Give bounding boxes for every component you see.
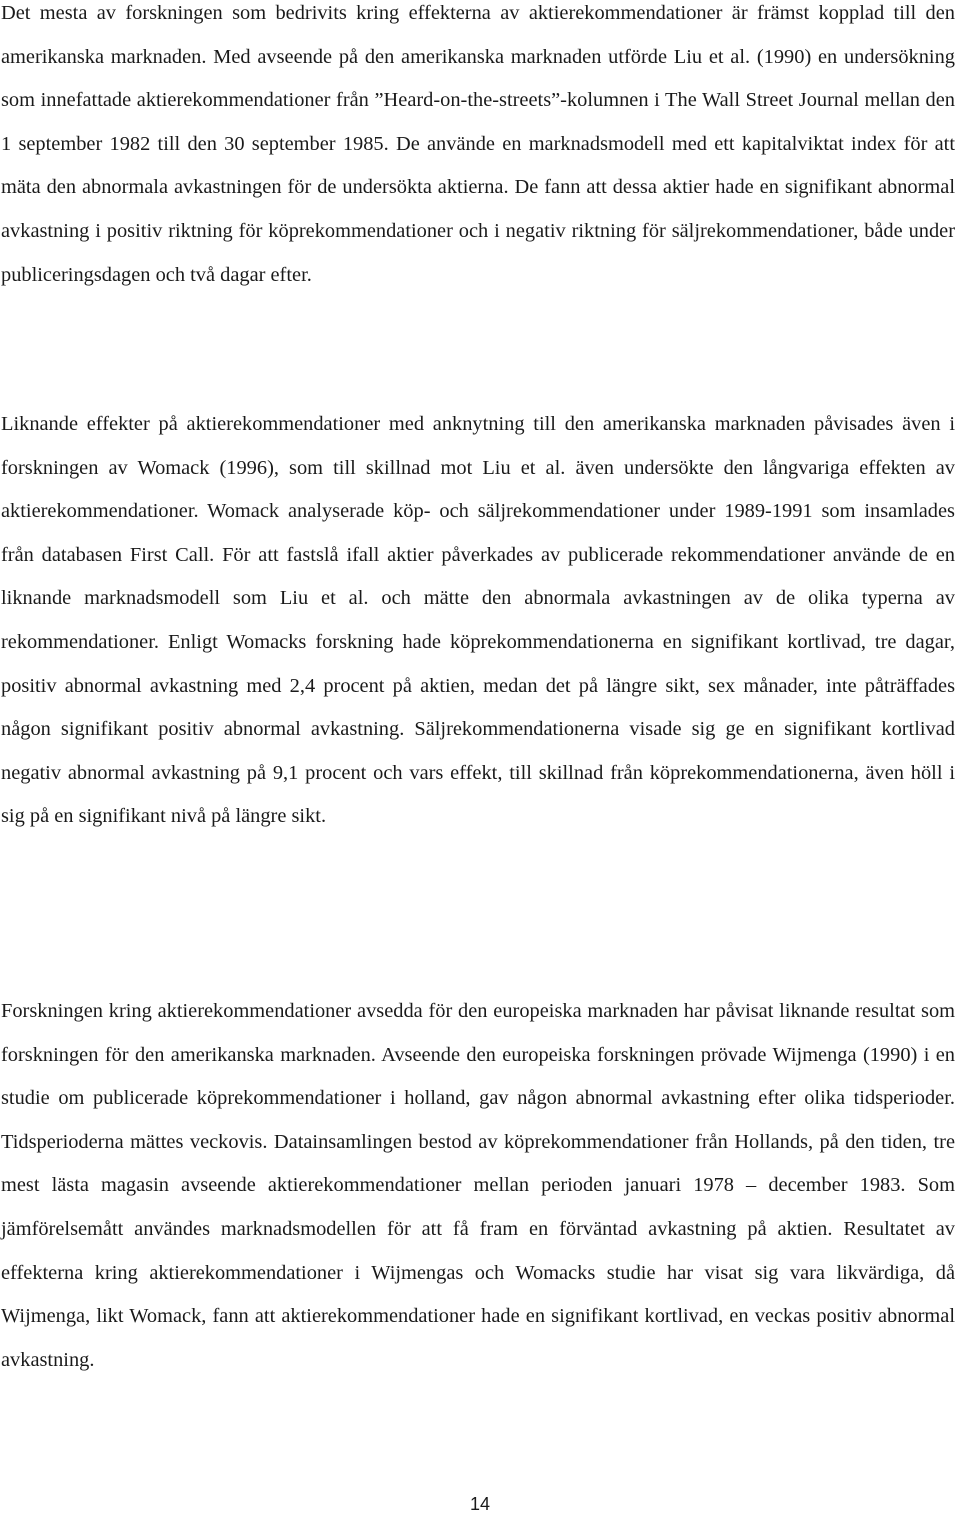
body-paragraph-2: Liknande effekter på aktierekommendationer med anknytning till den amerikanska marknaden påvisades även i forskningen av Womack (1996), som till skillnad mot Liu et al. även undersökte den långvariga effekten av aktierekommendationer. Womack analyserade köp- och säljrekommendationer under 1989-1991 som insamlades från databasen First Call. För att fastslå ifall aktier påverkades av publicerade rekommendationer använde de en liknande marknadsmodell som Liu et al. och mätte den abnormala avkastningen av de olika typerna av rekommendationer. Enligt Womacks forskning hade köprekommendationerna en signifikant kortlivad, tre dagar, positiv abnormal avkastning med 2,4 procent på aktien, medan det på längre sikt, sex månader, inte påträffades någon signifikant positiv abnormal avkastning. Säljrekommendationerna visade sig ge en signifikant kortlivad negativ abnormal avkastning på 9,1 procent och vars effekt, till skillnad från köprekommendationerna, även höll i sig på en signifikant nivå på längre sikt. [1, 413, 955, 828]
page-number: 14 [469, 1494, 491, 1514]
body-paragraph-1: Det mesta av forskningen som bedrivits kring effekterna av aktierekommendationer är främst kopplad till den amerikanska marknaden. Med avseende på den amerikanska marknaden utförde Liu et al. (1990) en undersökning som innefattade aktierekommendationer från ”Heard-on-the-streets”-kolumnen i The Wall Street Journal mellan den 1 september 1982 till den 30 september 1985. De använde en marknadsmodell med ett kapitalviktat index för att mäta den abnormala avkastningen för de undersökta aktierna. De fann att dessa aktier hade en signifikant abnormal avkastning i positiv riktning för köprekommendationer och i negativ riktning för säljrekommendationer, både under publiceringsdagen och två dagar efter. [1, 2, 955, 286]
body-paragraph-3: Forskningen kring aktierekommendationer avsedda för den europeiska marknaden har påvisat liknande resultat som forskningen för den amerikanska marknaden. Avseende den europeiska forskningen prövade Wijmenga (1990) i en studie om publicerade köprekommendationer i holland, gav någon abnormal avkastning efter olika tidsperioder. Tidsperioderna mättes veckovis. Datainsamlingen bestod av köprekommendationer från Hollands, på den tiden, tre mest lästa magasin avseende aktierekommendationer mellan perioden januari 1978 – december 1983. Som jämförelsemått användes marknadsmodellen för att få fram en förväntad avkastning på aktien. Resultatet av effekterna kring aktierekommendationer i Wijmengas och Womacks studie har visat sig vara likvärdiga, då Wijmenga, likt Womack, fann att aktierekommendationer hade en signifikant kortlivad, en veckas positiv abnormal avkastning. [1, 1000, 955, 1371]
